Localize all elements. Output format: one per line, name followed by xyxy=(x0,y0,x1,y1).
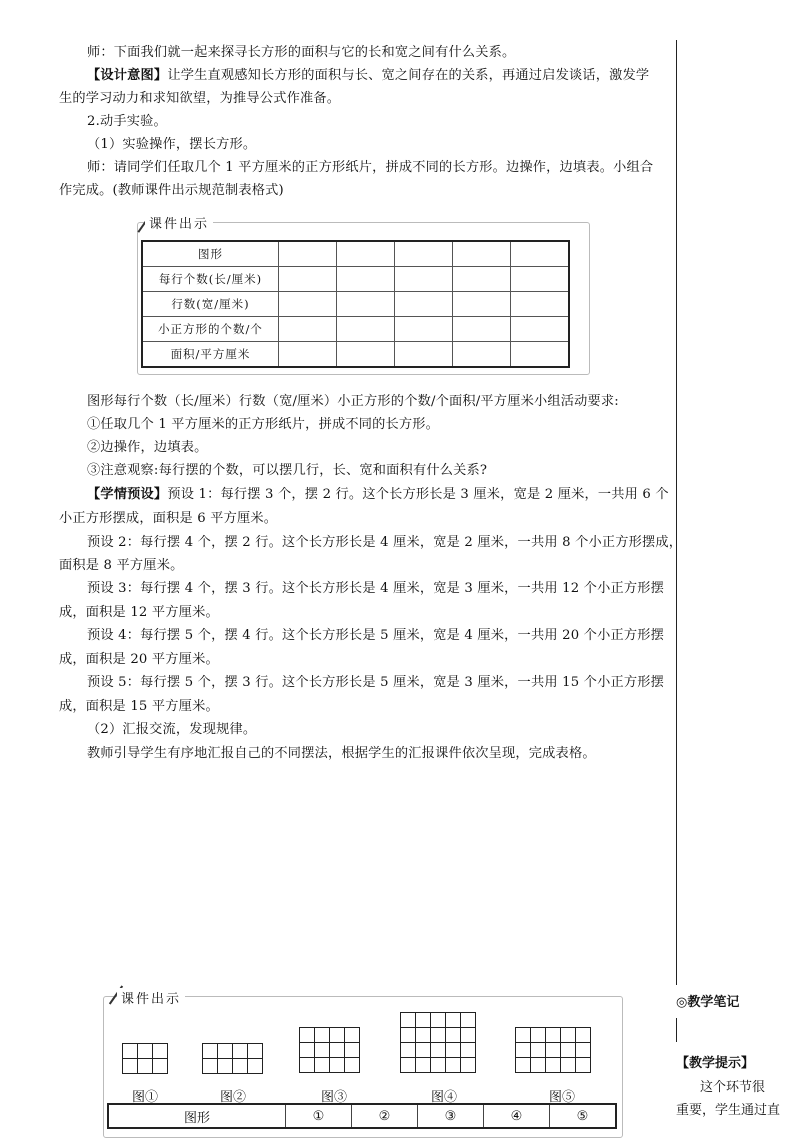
figure-caption: 图① xyxy=(132,1090,159,1105)
paragraph-line: 师：请同学们任取几个 1 平方厘米的正方形纸片，拼成不同的长方形。边操作，边填表。小组合 xyxy=(87,160,654,175)
table-row xyxy=(142,317,569,342)
teaching-tip-text: 这个环节很 xyxy=(700,1080,766,1095)
table-row xyxy=(142,267,569,292)
figure-caption: 图④ xyxy=(431,1090,458,1105)
column-header: ④ xyxy=(484,1104,550,1128)
courseware-callout: 课件出示 xyxy=(145,213,213,232)
figure-grid-3 xyxy=(299,1027,360,1073)
paragraph-line xyxy=(87,486,669,504)
notes-rule xyxy=(676,1018,677,1042)
student-preset-tag: 【学情预设】 xyxy=(87,487,168,502)
paragraph-text: 预设 1：每行摆 3 个，摆 2 行。这个长方形长是 3 厘米，宽是 2 厘米，一共用 6 个 xyxy=(167,487,669,502)
teaching-notes-title: ◎教学笔记 xyxy=(676,995,740,1010)
requirement-item: ②边操作，边填表。 xyxy=(87,440,208,455)
figure-caption: 图② xyxy=(220,1090,247,1105)
result-table xyxy=(107,1103,617,1129)
column-header: ③ xyxy=(418,1104,484,1128)
paragraph-line: 成，面积是 12 平方厘米。 xyxy=(59,605,219,620)
design-intent-tag: 【设计意图】 xyxy=(87,68,168,83)
paragraph-line: 师：下面我们就一起来探寻长方形的面积与它的长和宽之间有什么关系。 xyxy=(87,45,516,60)
paragraph-line: 预设 5：每行摆 5 个，摆 3 行。这个长方形长是 5 厘米，宽是 3 厘米，一共用 15 个小正方形摆 xyxy=(87,675,665,690)
table-row xyxy=(142,241,569,267)
figure-caption: 图③ xyxy=(321,1090,348,1105)
step-subheading: （2）汇报交流，发现规律。 xyxy=(87,722,257,737)
requirement-item: ③注意观察:每行摆的个数，可以摆几行，长、宽和面积有什么关系? xyxy=(87,463,488,478)
row-header: 面积/平方厘米 xyxy=(142,342,279,368)
teaching-tip-text: 重要，学生通过直 xyxy=(676,1103,781,1118)
figure-caption: 图⑤ xyxy=(549,1090,576,1105)
table-row xyxy=(142,342,569,368)
paragraph-line: 图形每行个数（长/厘米）行数（宽/厘米）小正方形的个数/个面积/平方厘米小组活动要求: xyxy=(87,394,619,409)
courseware-box-2 xyxy=(103,990,623,1130)
row-header: 小正方形的个数/个 xyxy=(142,317,279,342)
paragraph-line: 教师引导学生有序地汇报自己的不同摆法，根据学生的汇报课件依次呈现，完成表格。 xyxy=(87,746,596,761)
paragraph-line: 预设 4：每行摆 5 个，摆 4 行。这个长方形长是 5 厘米，宽是 4 厘米，一共用 20 个小正方形摆 xyxy=(87,628,665,643)
margin-rule xyxy=(676,40,677,985)
table-row xyxy=(108,1104,616,1128)
column-header: ① xyxy=(286,1104,352,1128)
courseware-callout: 课件出示 xyxy=(117,988,185,1007)
paragraph-line: 生的学习动力和求知欲望，为推导公式作准备。 xyxy=(59,91,341,106)
paragraph-line: 预设 3：每行摆 4 个，摆 3 行。这个长方形长是 4 厘米，宽是 3 厘米，一共用 12 个小正方形摆 xyxy=(87,581,665,596)
table-row xyxy=(142,292,569,317)
paragraph-line: 成，面积是 15 平方厘米。 xyxy=(59,699,219,714)
row-header: 图形 xyxy=(108,1104,286,1128)
paragraph-line xyxy=(87,67,649,85)
figure-grid-1 xyxy=(122,1043,168,1074)
teaching-tip-title: 【教学提示】 xyxy=(676,1056,755,1071)
paragraph-line: 面积是 8 平方厘米。 xyxy=(59,558,184,573)
paragraph-line: 作完成。(教师课件出示规范制表格式) xyxy=(59,183,284,198)
figure-grid-4 xyxy=(400,1012,476,1073)
row-header: 行数(宽/厘米) xyxy=(142,292,279,317)
figure-grid-2 xyxy=(202,1043,263,1074)
courseware-box-1 xyxy=(137,217,590,375)
row-header: 图形 xyxy=(142,241,279,267)
step-heading: 2.动手实验。 xyxy=(87,114,167,129)
paragraph-line: 小正方形摆成，面积是 6 平方厘米。 xyxy=(59,511,278,526)
experiment-table xyxy=(141,240,570,368)
paragraph-line: 成，面积是 20 平方厘米。 xyxy=(59,652,219,667)
row-header: 每行个数(长/厘米) xyxy=(142,267,279,292)
column-header: ⑤ xyxy=(550,1104,617,1128)
column-header: ② xyxy=(352,1104,418,1128)
step-subheading: （1）实验操作，摆长方形。 xyxy=(87,137,257,152)
paragraph-line: 预设 2：每行摆 4 个，摆 2 行。这个长方形长是 4 厘米，宽是 2 厘米，一共用 8 个小正方形摆成， xyxy=(87,535,683,550)
requirement-item: ①任取几个 1 平方厘米的正方形纸片，拼成不同的长方形。 xyxy=(87,417,440,432)
figure-grid-5 xyxy=(515,1027,591,1073)
paragraph-text: 让学生直观感知长方形的面积与长、宽之间存在的关系，再通过启发谈话，激发学 xyxy=(167,68,650,83)
